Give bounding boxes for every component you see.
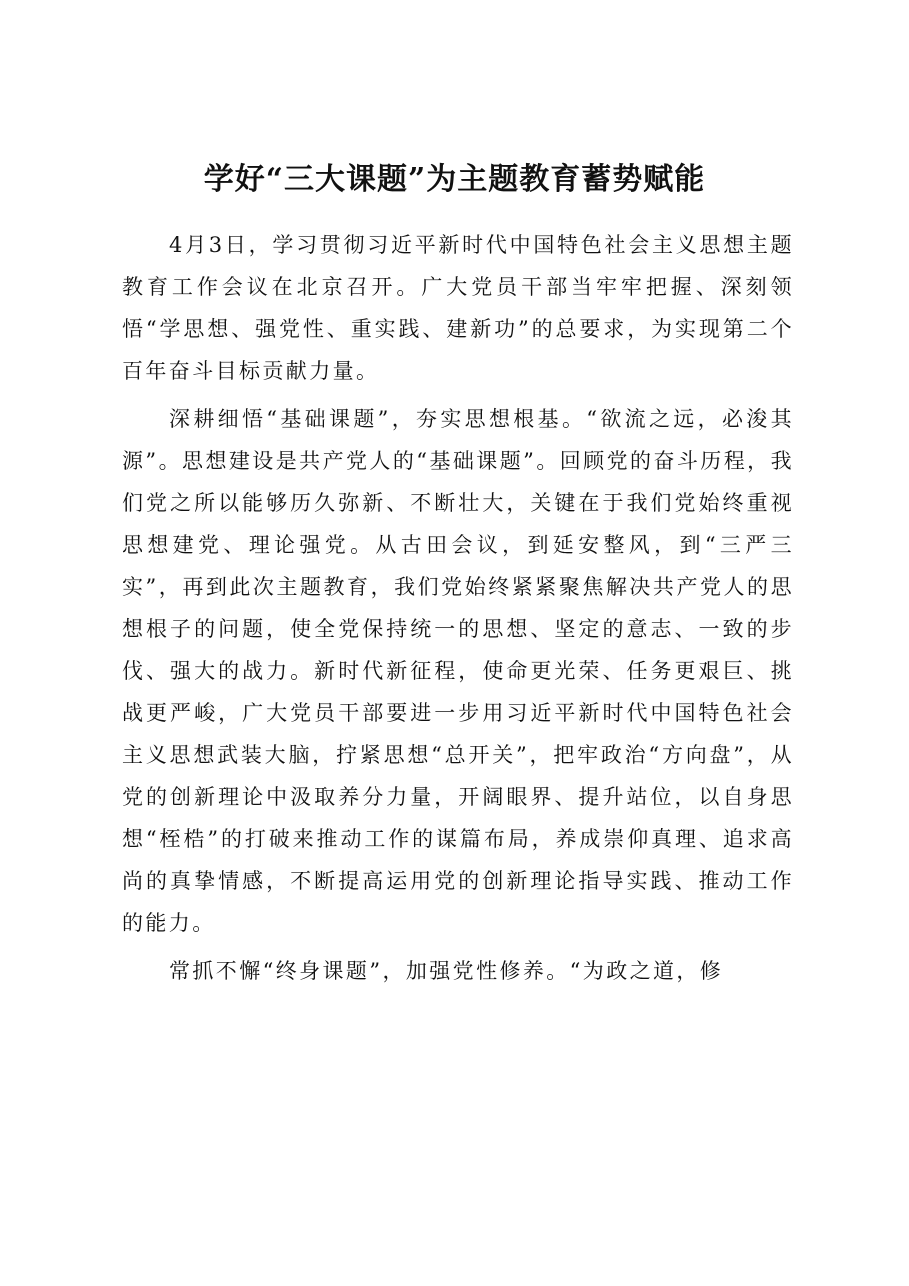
document-body <box>122 224 794 998</box>
paragraph-1: 4月3日，学习贯彻习近平新时代中国特色社会主义思想主题教育工作会议在北京召开。广大党员干部当牢牢把握、深刻领悟“学思想、强党性、重实践、建新功”的总要求，为实现第二个百年奋斗目标贡献力量。 <box>122 233 794 383</box>
document-title: 学好“三大课题”为主题教育蓄势赋能 <box>203 162 706 197</box>
paragraph-2: 深耕细悟“基础课题”，夯实思想根基。“欲流之远，必浚其源”。思想建设是共产党人的“基础课题”。回顾党的奋斗历程，我们党之所以能够历久弥新、不断壮大，关键在于我们党始终重视思想建党、理论强党。从古田会议，到延安整风，到“三严三实”，再到此次主题教育，我们党始终紧紧聚焦解决共产党人的思想根子的问题，使全党保持统一的思想、坚定的意志、一致的步伐、强大的战力。新时代新征程，使命更光荣、任务更艰巨、挑战更严峻，广大党员干部要进一步用习近平新时代中国特色社会主义思想武装大脑，拧紧思想“总开关”，把牢政治“方向盘”，从党的创新理论中汲取养分力量，开阔眼界、提升站位，以自身思想“桎梏”的打破来推动工作的谋篇布局，养成崇仰真理、追求高尚的真挚情感，不断提高运用党的创新理论指导实践、推动工作的能力。 <box>122 407 794 935</box>
paragraph-3: 常抓不懈“终身课题”，加强党性修养。“为政之道，修 <box>169 959 724 983</box>
